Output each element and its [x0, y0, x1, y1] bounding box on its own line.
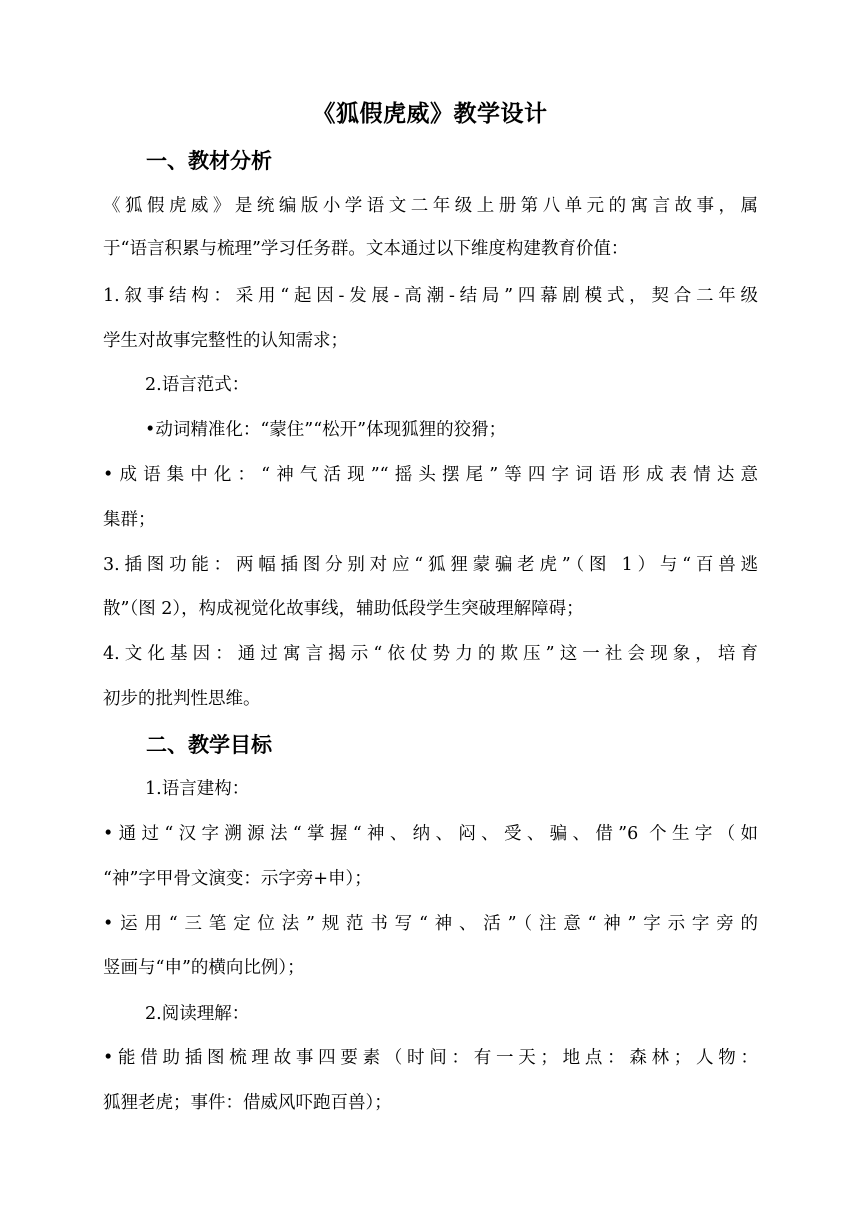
bullet-line: •运用“三笔定位法”规范书写“神、活”（注意“神”字示字旁的 — [103, 914, 758, 934]
list-item-line: 初步的批判性思维。 — [103, 689, 261, 709]
bullet-line: 集群； — [103, 510, 156, 530]
list-item-line: 学生对故事完整性的认知需求； — [103, 331, 348, 351]
bullet-line: •动词精准化：“蒙住”“松开”体现狐狸的狡猾； — [145, 420, 507, 440]
paragraph-line: 《狐假虎威》是统编版小学语文二年级上册第八单元的寓言故事，属 — [103, 196, 758, 216]
list-item-line: 散”（图 2），构成视觉化故事线，辅助低段学生突破理解障碍； — [103, 599, 584, 619]
bullet-line: 狐狸老虎；事件：借威风吓跑百兽）； — [103, 1093, 392, 1113]
list-item-line: 4.文化基因：通过寓言揭示“依仗势力的欺压”这一社会现象，培育 — [103, 644, 758, 664]
list-item-line: 2.语言范式： — [145, 375, 250, 395]
list-item-line: 1.叙事结构：采用“起因-发展-高潮-结局”四幕剧模式，契合二年级 — [103, 286, 758, 306]
list-item-line: 3.插图功能：两幅插图分别对应“狐狸蒙骗老虎”（图 1）与“百兽逃 — [103, 555, 758, 575]
section-heading-teaching-goals: 二、教学目标 — [146, 733, 272, 757]
list-item-line: 1.语言建构： — [145, 779, 250, 799]
document-title: 《狐假虎威》教学设计 — [312, 101, 548, 127]
paragraph-line: 于“语言积累与梳理”学习任务群。文本通过以下维度构建教育价值： — [103, 239, 629, 259]
bullet-line: •成语集中化：“神气活现”“摇头摆尾”等四字词语形成表情达意 — [103, 465, 758, 485]
bullet-line: 竖画与“申”的横向比例）； — [103, 958, 305, 978]
list-item-line: 2.阅读理解： — [145, 1004, 250, 1024]
section-heading-textbook-analysis: 一、教材分析 — [146, 149, 272, 173]
bullet-line: •能借助插图梳理故事四要素（时间：有一天；地点：森林；人物： — [103, 1048, 758, 1068]
bullet-line: “神”字甲骨文演变：示字旁+申）； — [103, 869, 372, 889]
bullet-line: •通过“汉字溯源法“掌握“神、纳、闷、受、骗、借”6 个生字（如 — [103, 824, 758, 844]
